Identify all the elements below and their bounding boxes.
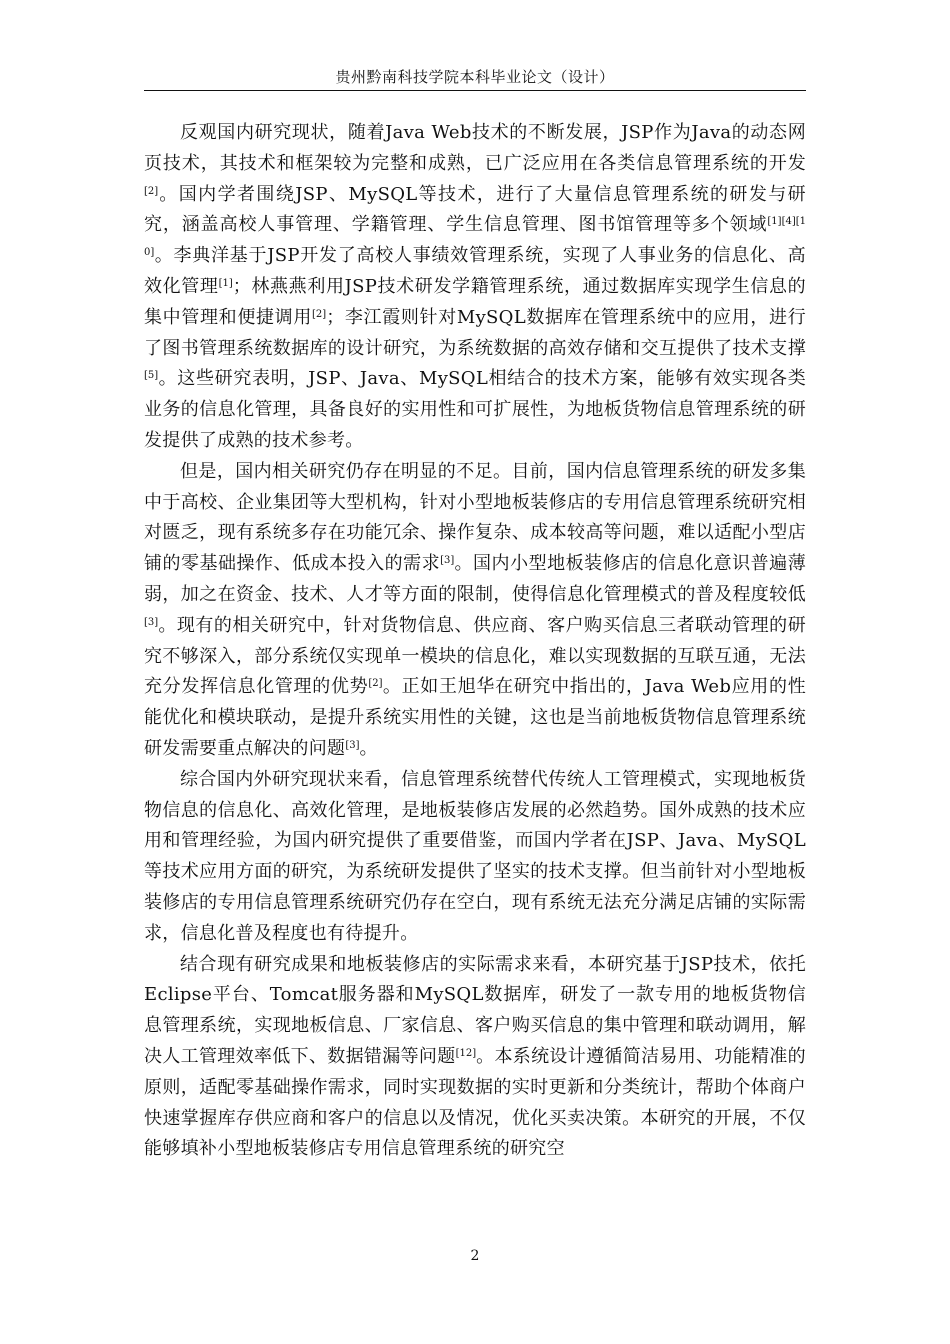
text-run: 结合现有研究成果和地板装修店的实际需求来看，本研究基于JSP技术，依托Eclipse平台、Tomcat服务器和MySQL数据库，研发了一款专用的地板货物信息管理系统，实现地板信息、厂家信息、客户购买信息的集中管理和联动调用，解决人工管理效率低下、数据错漏等问题 [144,953,806,1067]
citation-marker: [1][4][10] [144,216,806,259]
text-run: 综合国内外研究现状来看，信息管理系统替代传统人工管理模式，实现地板货物信息的信息化、高效化管理，是地板装修店发展的必然趋势。国外成熟的技术应用和管理经验，为国内研究提供了重要借鉴，而国内学者在JSP、Java、MySQL等技术应用方面的研究，为系统研发提供了坚实的技术支撑。但当前针对小型地板装修店的专用信息管理系统研究仍存在空白，现有系统无法充分满足店铺的实际需求，信息化普及程度也有待提升。 [144,768,806,944]
page-header [144,66,806,91]
paragraph-1 [144,118,806,457]
body-text [144,118,806,1165]
paragraph-3 [144,765,806,950]
text-run: ；李江霞则针对MySQL数据库在管理系统中的应用，进行了图书管理系统数据库的设计研究，为系统数据的高效存储和交互提供了技术支撑 [144,306,806,359]
citation-marker: [5] [144,370,159,382]
paragraph-4 [144,950,806,1166]
text-run: 。李典洋基于JSP开发了高校人事绩效管理系统，实现了人事业务的信息化、高效化管理 [144,245,806,297]
text-run: 反观国内研究现状，随着Java Web技术的不断发展，JSP作为Java的动态网页技术，其技术和框架较为完整和成熟，已广泛应用在各类信息管理系统的开发 [144,122,806,174]
citation-marker: [2] [368,678,383,690]
text-run: 。国内小型地板装修店的信息化意识普遍薄弱，加之在资金、技术、人才等方面的限制，使得信息化管理模式的普及程度较低 [144,553,806,605]
text-run: 。 [359,737,378,759]
text-run: 。正如王旭华在研究中指出的，Java Web应用的性能优化和模块联动，是提升系统实用性的关键，这也是当前地板货物信息管理系统研发需要重点解决的问题 [144,676,806,759]
text-run: 。国内学者围绕JSP、MySQL等技术，进行了大量信息管理系统的研发与研究，涵盖高校人事管理、学籍管理、学生信息管理、图书馆管理等多个领域 [144,183,806,236]
citation-marker: [12] [455,1047,477,1059]
page-number: 2 [470,1248,480,1264]
citation-marker: [3] [144,616,159,628]
paragraph-2 [144,457,806,765]
citation-marker: [3] [345,739,360,751]
text-run: ；林燕燕利用JSP技术研发学籍管理系统，通过数据库实现学生信息的集中管理和便捷调用 [144,275,806,328]
citation-marker: [3] [440,555,455,567]
header-title: 贵州黔南科技学院本科毕业论文（设计） [335,68,615,86]
text-run: 但是，国内相关研究仍存在明显的不足。目前，国内信息管理系统的研发多集中于高校、企业集团等大型机构，针对小型地板装修店的专用信息管理系统研究相对匮乏，现有系统多存在功能冗余、操作复杂、成本较高等问题，难以适配小型店铺的零基础操作、低成本投入的需求 [144,460,806,575]
text-run: 。这些研究表明，JSP、Java、MySQL相结合的技术方案，能够有效实现各类业务的信息化管理，具备良好的实用性和可扩展性，为地板货物信息管理系统的研发提供了成熟的技术参考。 [144,368,806,451]
citation-marker: [1] [218,277,233,289]
citation-marker: [2] [144,185,159,197]
citation-marker: [2] [312,308,327,320]
text-run: 。现有的相关研究中，针对货物信息、供应商、客户购买信息三者联动管理的研究不够深入，部分系统仅实现单一模块的信息化，难以实现数据的互联互通，无法充分发挥信息化管理的优势 [144,614,806,698]
text-run: 。本系统设计遵循简洁易用、功能精准的原则，适配零基础操作需求，同时实现数据的实时更新和分类统计，帮助个体商户快速掌握库存供应商和客户的信息以及情况，优化买卖决策。本研究的开展，不仅能够填补小型地板装修店专用信息管理系统的研究空 [144,1045,806,1160]
